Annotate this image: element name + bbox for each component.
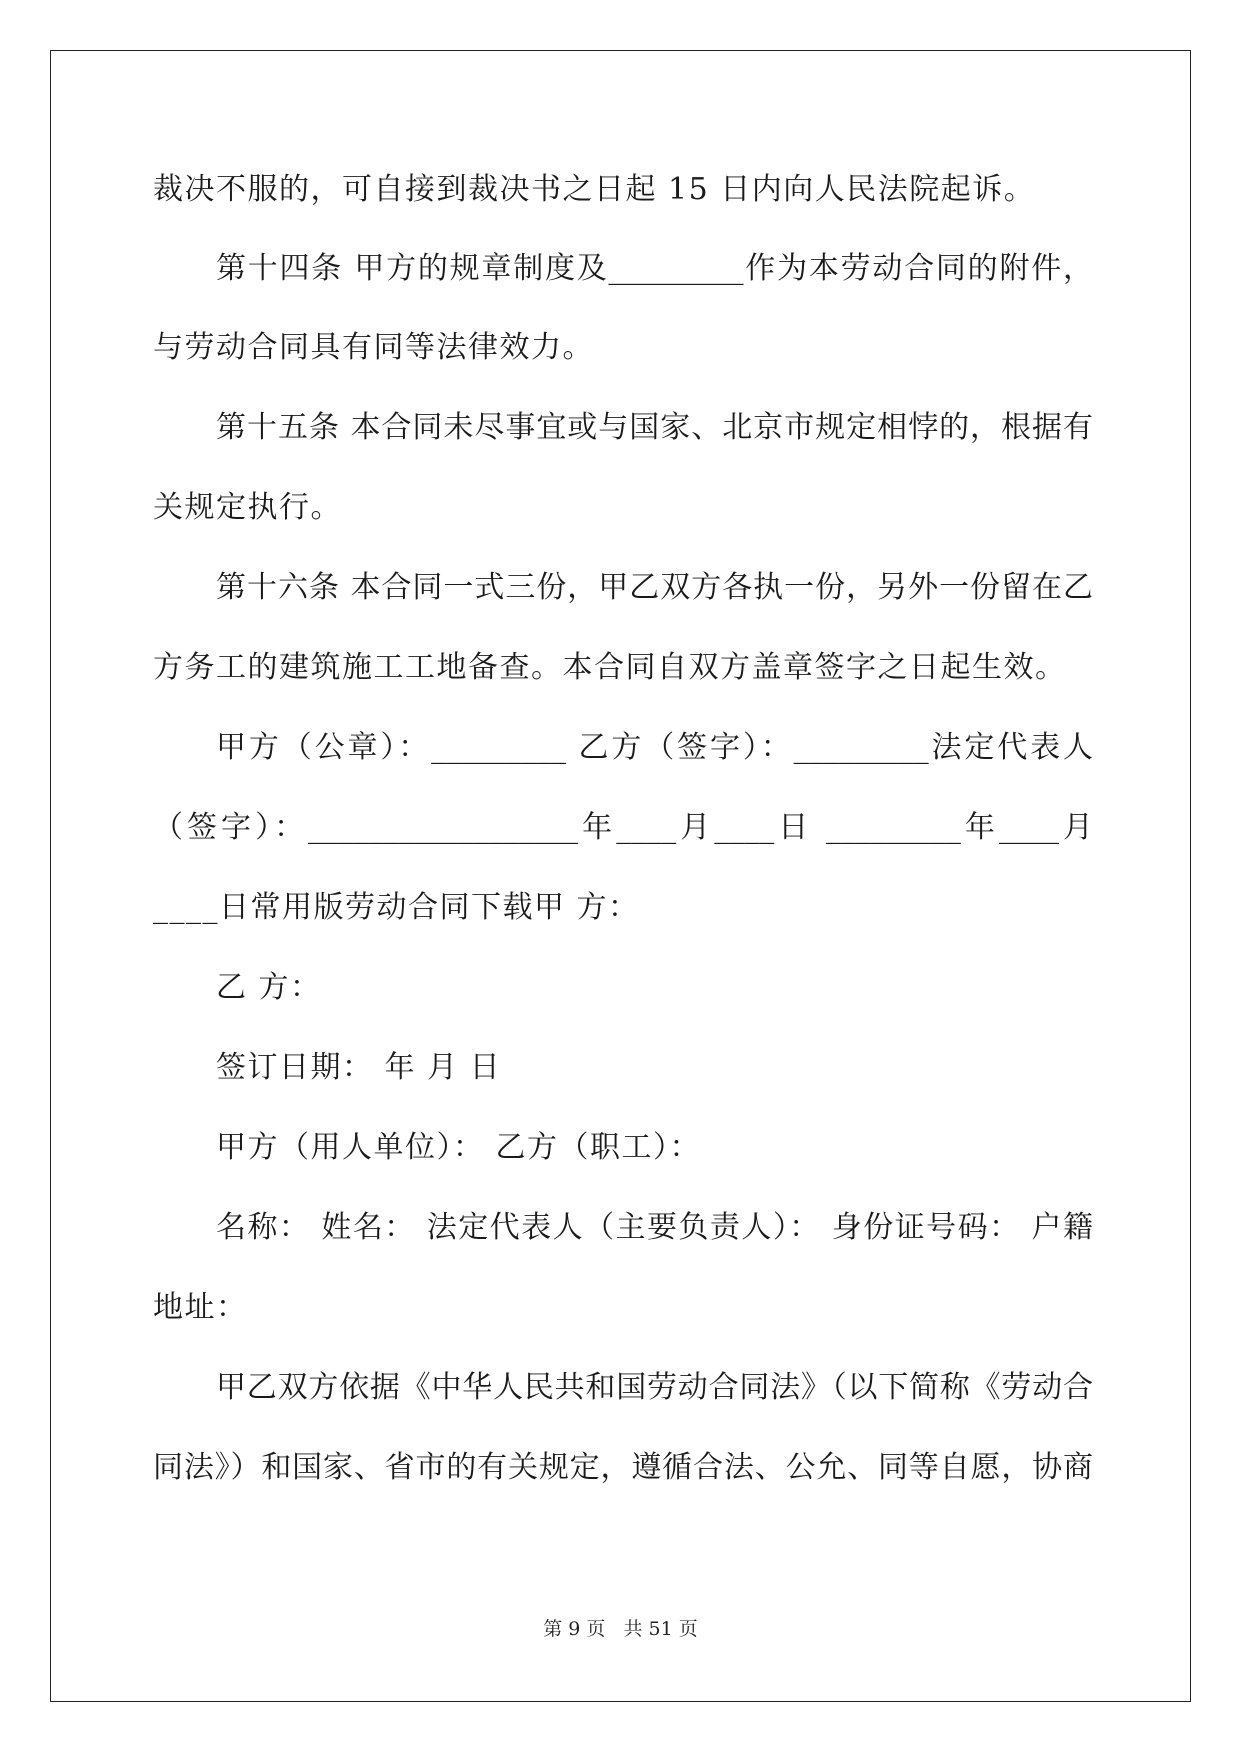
text-line: 关规定执行。 (153, 490, 342, 525)
text-line: 第十六条 本合同一式三份，甲乙双方各执一份，另外一份留在乙 (216, 570, 1093, 605)
text-line: 甲方（公章）：_________ 乙方（签字）：_________法定代表人 (216, 730, 1093, 765)
page-number: 第 9 页 共 51 页 (543, 1618, 698, 1640)
text-line: 同法》）和国家、省市的有关规定，遵循合法、公允、同等自愿，协商 (153, 1450, 1093, 1485)
text-line: 第十五条 本合同未尽事宜或与国家、北京市规定相悖的，根据有 (216, 410, 1093, 445)
text-line: 方务工的建筑施工工地备查。本合同自双方盖章签字之日起生效。 (153, 650, 1067, 685)
text-line: 地址： (153, 1290, 248, 1325)
text-line: 甲乙双方依据《中华人民共和国劳动合同法》（以下简称《劳动合 (216, 1370, 1093, 1405)
text-line: 裁决不服的，可自接到裁决书之日起 15 日内向人民法院起诉。 (153, 172, 1036, 207)
text-line: （签字）：__________________年____月____日 _________年____月 (153, 810, 1093, 845)
text-line: 签订日期： 年 月 日 (216, 1050, 502, 1085)
text-line: ____日常用版劳动合同下载甲 方： (153, 890, 640, 925)
text-line: 名称： 姓名： 法定代表人（主要负责人）： 身份证号码： 户籍 (216, 1210, 1093, 1245)
text-line: 与劳动合同具有同等法律效力。 (153, 330, 594, 365)
text-line: 甲方（用人单位）： 乙方（职工）： (216, 1130, 702, 1165)
text-line: 乙 方： (216, 970, 322, 1005)
text-line: 第十四条 甲方的规章制度及_________作为本劳动合同的附件， (216, 251, 1093, 286)
